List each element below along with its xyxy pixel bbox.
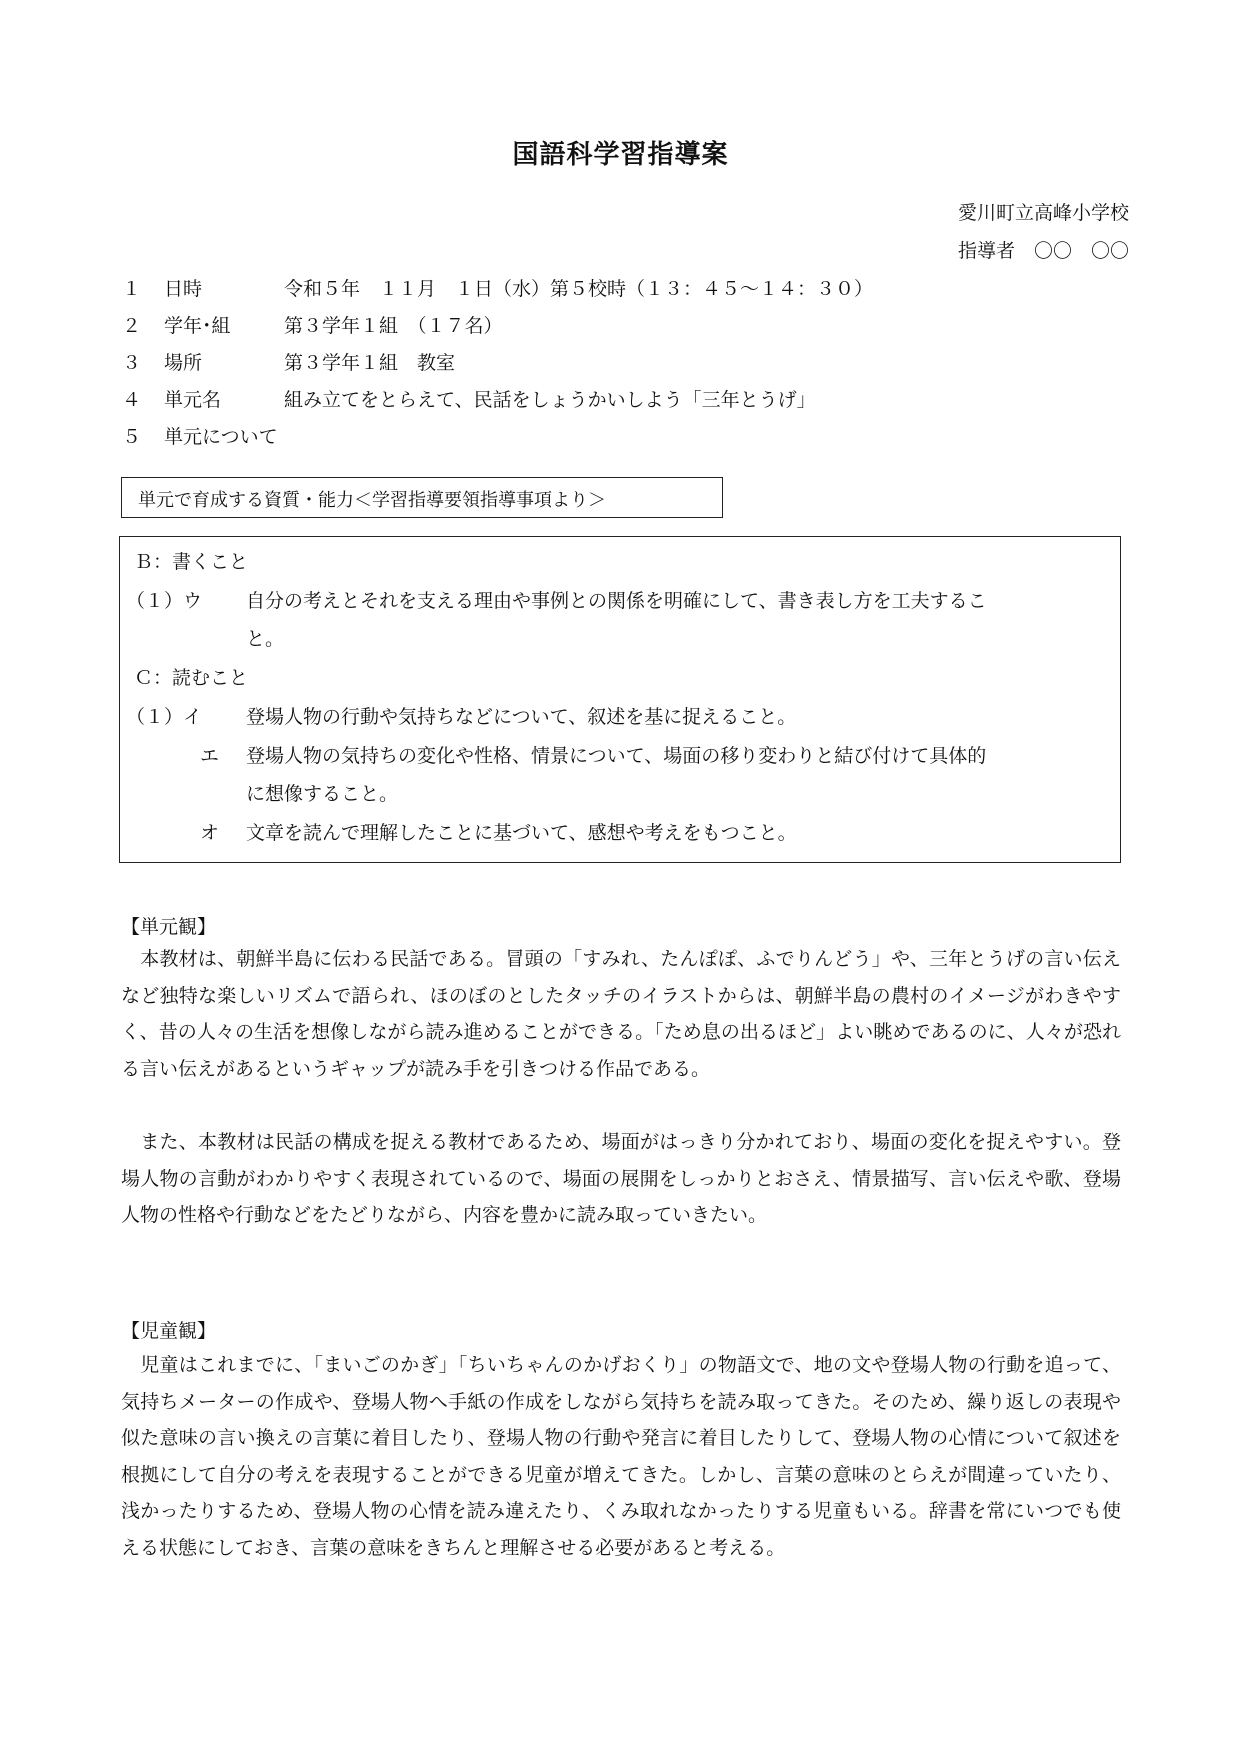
- info-label: 日時: [164, 278, 203, 300]
- student-view-heading: 【児童観】: [121, 1320, 217, 1342]
- writing-item-text-cont: と。: [246, 628, 285, 650]
- unit-view-paragraph: また、本教材は民話の構成を捉える教材であるため、場面がはっきり分かれており、場面の変化を捉えやすい。登場人物の言動がわかりやすく表現されているので、場面の展開をしっかりとおさえ、情景描写、言い伝えや歌、登場人物の性格や行動などをたどりながら、内容を豊かに読み取っていきたい。: [121, 1131, 1121, 1226]
- reading-item-text: 登場人物の気持ちの変化や性格、情景について、場面の移り変わりと結び付けて具体的: [246, 745, 987, 767]
- reading-item-prefix: エ: [200, 745, 220, 767]
- reading-item-text: 文章を読んで理解したことに基づいて、感想や考えをもつこと。: [246, 822, 797, 844]
- writing-heading: Ｂ：書くこと: [134, 551, 249, 573]
- document-title: 国語科学習指導案: [512, 140, 729, 170]
- info-label: 学年･組: [164, 315, 231, 337]
- unit-view-heading: 【単元観】: [121, 916, 217, 938]
- reading-item-prefix: （１）イ: [126, 706, 203, 728]
- school-name: 愛川町立高峰小学校: [957, 202, 1129, 224]
- student-view-paragraph: 児童はこれまでに、「まいごのかぎ」「ちいちゃんのかげおくり」の物語文で、地の文や登場人物の行動を追って、気持ちメーターの作成や、登場人物へ手紙の作成をしながら気持ちを読み取ってきた。そのため、繰り返しの表現や似た意味の言い換えの言葉に着目したり、登場人物の行動や発言に着目したりして、登場人物の心情について叙述を根拠にして自分の考えを表現することができる児童が増えてきた。しかし、言葉の意味のとらえが間違っていたり、浅かったりするため、登場人物の心情を読み違えたり、くみ取れなかったりする児童もいる。辞書を常にいつでも使える状態にしておき、言葉の意味をきちんと理解させる必要があると考える。: [121, 1354, 1121, 1559]
- info-value: 第３学年１組 （１７名）: [284, 315, 503, 337]
- reading-item-text: 登場人物の行動や気持ちなどについて、叙述を基に捉えること。: [246, 706, 797, 728]
- info-number: １: [122, 278, 142, 300]
- competency-heading-box: 単元で育成する資質・能力＜学習指導要領指導事項より＞: [121, 477, 723, 518]
- info-label: 単元について: [164, 426, 278, 448]
- info-number: ２: [122, 315, 142, 337]
- info-value: 組み立てをとらえて、民話をしょうかいしよう「三年とうげ」: [284, 389, 816, 411]
- instructor-name: 指導者 〇〇 〇〇: [957, 240, 1129, 262]
- writing-item-prefix: （１）ウ: [126, 590, 203, 612]
- info-number: ４: [122, 389, 142, 411]
- competency-items-box: [119, 536, 1121, 863]
- reading-item-text-cont: に想像すること。: [246, 783, 399, 805]
- info-value: 第３学年１組 教室: [284, 352, 456, 374]
- info-label: 場所: [164, 352, 203, 374]
- reading-heading: Ｃ：読むこと: [134, 667, 249, 689]
- unit-view-paragraph: 本教材は、朝鮮半島に伝わる民話である。冒頭の「すみれ、たんぽぽ、ふでりんどう」や、三年とうげの言い伝えなど独特な楽しいリズムで語られ、ほのぼのとしたタッチのイラストからは、朝鮮半島の農村のイメージがわきやすく、昔の人々の生活を想像しながら読み進めることができる。「ため息の出るほど」よい眺めであるのに、人々が恐れる言い伝えがあるというギャップが読み手を引きつける作品である。: [121, 948, 1121, 1080]
- reading-item-prefix: オ: [200, 822, 220, 844]
- info-number: ３: [122, 352, 142, 374]
- writing-item-text: 自分の考えとそれを支える理由や事例との関係を明確にして、書き表し方を工夫するこ: [246, 590, 987, 612]
- info-number: ５: [122, 426, 142, 448]
- info-label: 単元名: [164, 389, 222, 411]
- info-value: 令和５年 １１月 １日（水）第５校時（１３：４５～１４：３０）: [284, 278, 874, 300]
